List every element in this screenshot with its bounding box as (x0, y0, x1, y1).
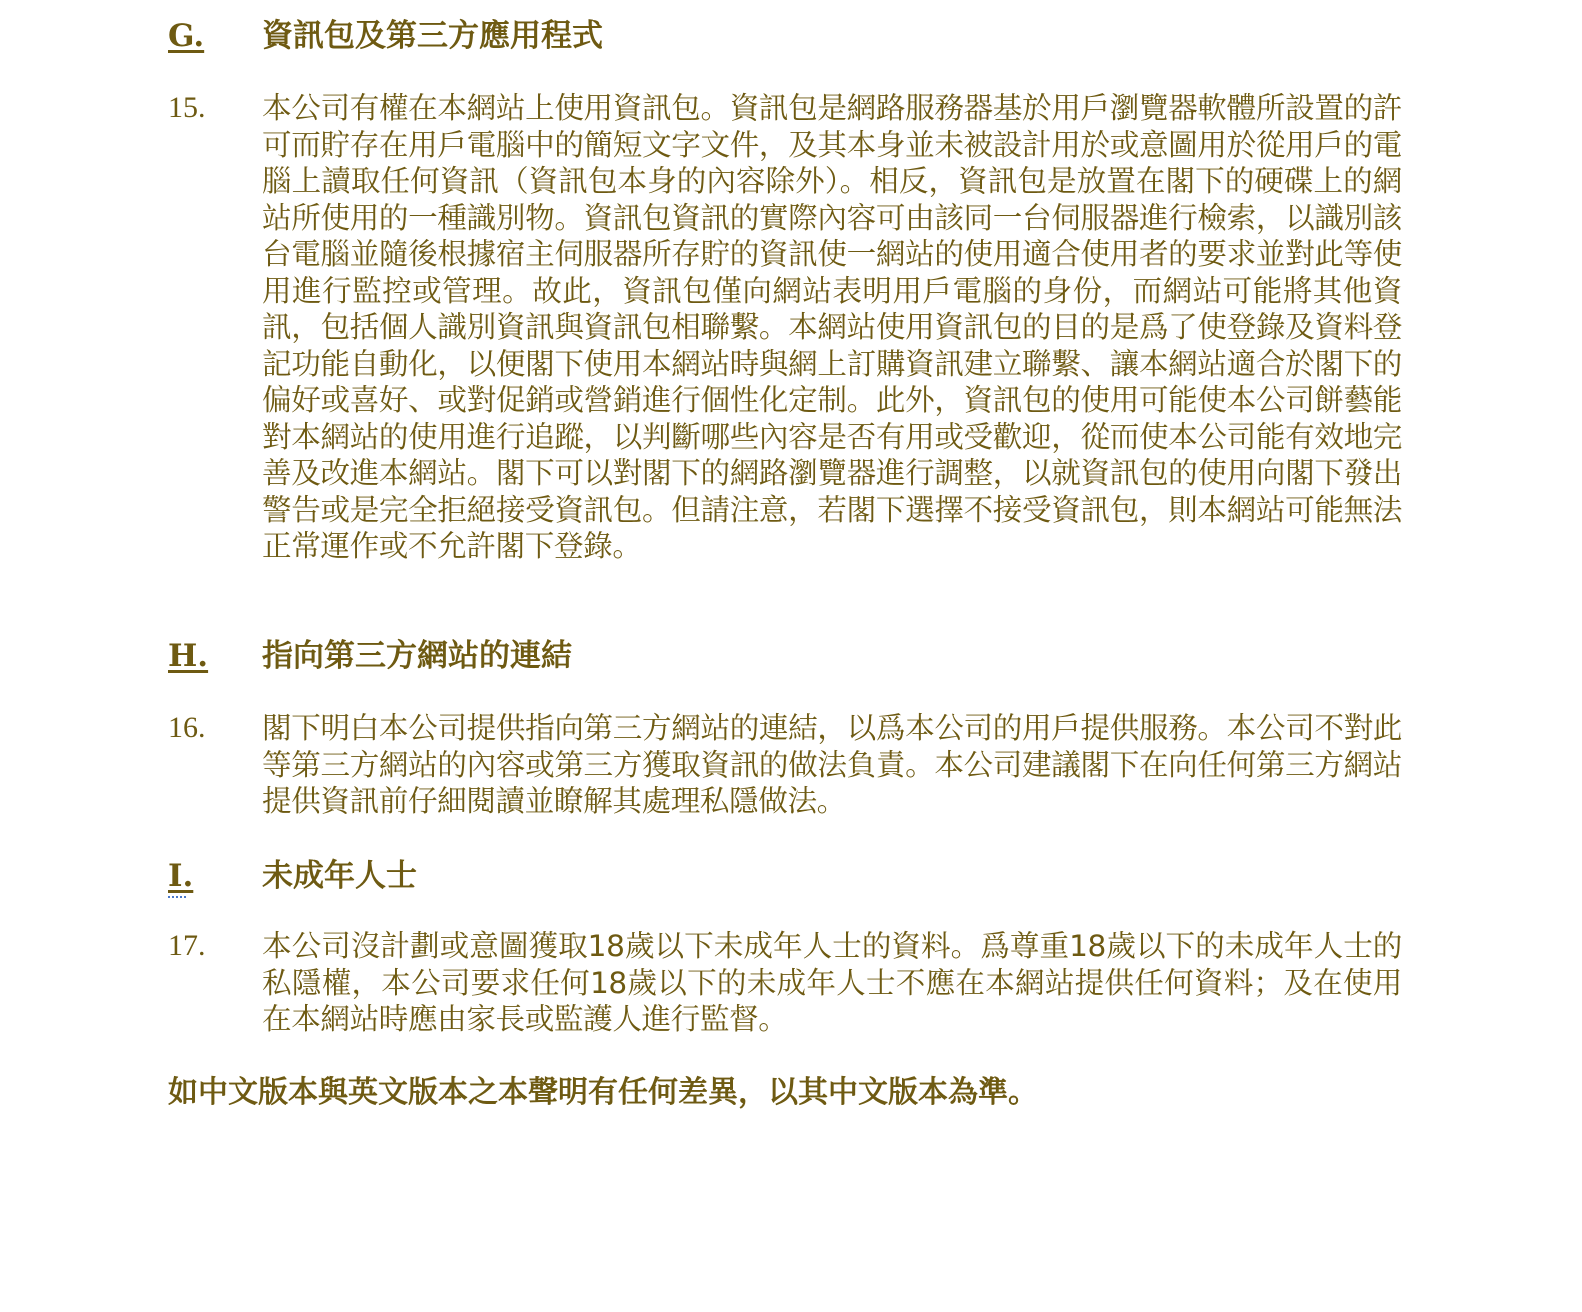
section-title: 未成年人士 (262, 858, 417, 894)
paragraph-text: 本公司有權在本網站上使用資訊包。資訊包是網路服務器基於用戶瀏覽器軟體所設置的許可而貯存在用戶電腦中的簡短文字文件，及其本身並未被設計用於或意圖用於從用戶的電腦上讀取任何資訊（資訊包本身的內容除外）。相反，資訊包是放置在閣下的硬碟上的網站所使用的一種識別物。資訊包資訊的實際內容可由該同一台伺服器進行檢索，以識別該台電腦並隨後根據宿主伺服器所存貯的資訊使一網站的使用適合使用者的要求並對此等使用進行監控或管理。故此，資訊包僅向網站表明用戶電腦的身份，而網站可能將其他資訊，包括個人識別資訊與資訊包相聯繫。本網站使用資訊包的目的是爲了使登錄及資料登記功能自動化，以便閣下使用本網站時與網上訂購資訊建立聯繫、讓本網站適合於閣下的偏好或喜好、或對促銷或營銷進行個性化定制。此外，資訊包的使用可能使本公司餅藝能對本網站的使用進行追蹤，以判斷哪些內容是否有用或受歡迎，從而使本公司能有效地完善及改進本網站。閣下可以對閣下的網路瀏覽器進行調整，以就資訊包的使用向閣下發出警告或是完全拒絕接受資訊包。但請注意，若閣下選擇不接受資訊包，則本網站可能無法正常運作或不允許閣下登錄。 (262, 91, 1402, 563)
section-heading-g (168, 16, 603, 56)
paragraph-number: 17. (168, 929, 206, 962)
paragraph-number: 15. (168, 91, 206, 124)
paragraph-16 (168, 710, 1408, 820)
section-letter: G. (168, 18, 205, 54)
paragraph-text: 閣下明白本公司提供指向第三方網站的連結，以爲本公司的用戶提供服務。本公司不對此等第三方網站的內容或第三方獲取資訊的做法負責。本公司建議閣下在向任何第三方網站提供資訊前仔細閱讀並瞭解其處理私隱做法。 (262, 711, 1402, 818)
section-letter: H. (168, 638, 209, 674)
spellcheck-squiggle (168, 890, 186, 898)
paragraph-17 (168, 928, 1408, 1038)
section-letter: I. (168, 858, 194, 894)
section-title: 指向第三方網站的連結 (262, 638, 572, 674)
closing-statement: 如中文版本與英文版本之本聲明有任何差異，以其中文版本為準。 (168, 1075, 1038, 1110)
section-title: 資訊包及第三方應用程式 (262, 18, 603, 54)
paragraph-15 (168, 90, 1408, 565)
paragraph-text: 本公司沒計劃或意圖獲取18歲以下未成年人士的資料。爲尊重18歲以下的未成年人士的私隱權，本公司要求任何18歲以下的未成年人士不應在本網站提供任何資料；及在使用在本網站時應由家長或監護人進行監督。 (262, 929, 1402, 1036)
section-heading-i (168, 856, 417, 896)
paragraph-number: 16. (168, 711, 206, 744)
section-heading-h (168, 636, 572, 676)
